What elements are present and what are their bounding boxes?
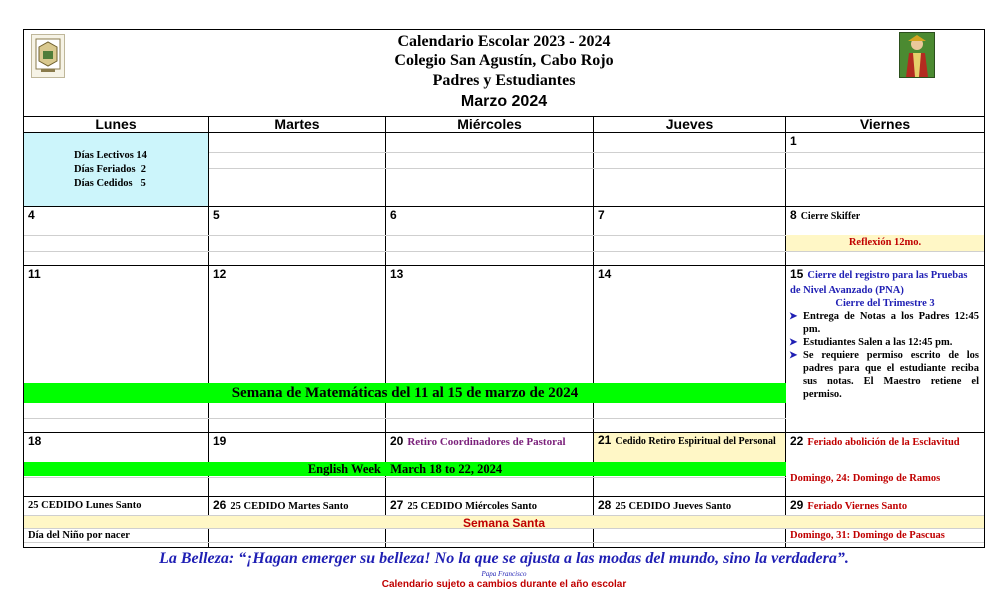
event-pna-deadline: Cierre del registro para las Pruebas de Nivel Avanzado (PNA): [790, 270, 968, 296]
day-number: 14: [598, 267, 612, 281]
day-cell-14: [594, 266, 786, 433]
day-number: 19: [213, 434, 227, 448]
event-cierre-skiffer: Cierre Skiffer: [800, 211, 861, 222]
list-item: ➤ Se requiere permiso escrito de los padres para que el estudiante reciba sus notas. El Maestro retiene el permiso.: [789, 350, 979, 400]
calendar-sheet: [23, 29, 985, 548]
day-number: 8: [790, 208, 797, 222]
day-number: 4: [28, 208, 35, 222]
day-cell-11: [24, 266, 209, 433]
day-cell-4: [24, 207, 209, 266]
day-number: 11: [28, 267, 41, 281]
calendar-header: [24, 30, 984, 117]
sunday-easter: Domingo, 31: Domingo de Pascuas: [790, 530, 945, 541]
day-header-viernes: Viernes: [786, 116, 984, 133]
event-tuesday-holy: 25 CEDIDO Martes Santo: [230, 501, 349, 512]
holy-week-banner: Semana Santa: [24, 515, 984, 529]
day-number: 29: [790, 498, 804, 512]
day-cell-empty: [386, 133, 594, 207]
arrow-bullet-icon: ➤: [789, 337, 798, 348]
day-number: 7: [598, 208, 605, 222]
day-number: 5: [213, 208, 220, 222]
summary-feriados: Días Feriados 2: [74, 164, 147, 175]
math-week-banner: Semana de Matemáticas del 11 al 15 de marzo de 2024: [24, 383, 786, 403]
event-unborn-child-day: Día del Niño por nacer: [28, 530, 130, 541]
day-cell-15: [786, 266, 984, 433]
day-cell-5: [209, 207, 386, 266]
day-cell-7: [594, 207, 786, 266]
day-header-jueves: Jueves: [594, 116, 786, 133]
list-item: ➤ Estudiantes Salen a las 12:45 pm.: [789, 337, 953, 348]
day-header-miercoles: Miércoles: [386, 116, 594, 133]
day-header-martes: Martes: [209, 116, 386, 133]
day-cell-1: [786, 133, 984, 207]
reflection-band: Reflexión 12mo.: [786, 235, 984, 251]
event-wednesday-holy: 25 CEDIDO Miércoles Santo: [407, 501, 537, 512]
footer-disclaimer: Calendario sujeto a cambios durante el año escolar: [381, 579, 627, 590]
arrow-bullet-icon: ➤: [789, 311, 798, 322]
summary-cell: [24, 133, 209, 207]
day-number: 15: [790, 267, 804, 281]
day-cell-empty: [594, 133, 786, 207]
day-number: 21: [598, 433, 612, 447]
day-number: 20: [390, 434, 404, 448]
day-cell-13: [386, 266, 594, 433]
summary-lectivos: Días Lectivos 14: [74, 150, 147, 161]
day-header-lunes: Lunes: [24, 116, 209, 133]
day-number: 12: [213, 267, 227, 281]
trimester-notes-list: [786, 310, 984, 401]
day-number: 26: [213, 498, 227, 512]
english-week-banner: English Week March 18 to 22, 2024: [24, 462, 786, 476]
arrow-bullet-icon: ➤: [789, 350, 798, 361]
event-abolition-holiday: Feriado abolición de la Esclavitud: [807, 437, 960, 448]
event-thursday-holy: 25 CEDIDO Jueves Santo: [615, 501, 732, 512]
event-staff-retreat: Cedido Retiro Espiritual del Personal: [615, 436, 776, 447]
day-cell-22: [786, 433, 984, 497]
month-title: Marzo 2024: [460, 93, 548, 110]
day-number: 28: [598, 498, 612, 512]
event-monday-holy: 25 CEDIDO Lunes Santo: [28, 500, 142, 511]
footer-author: Papa Francisco: [481, 570, 527, 578]
day-number: 22: [790, 434, 804, 448]
summary-cedidos: Días Cedidos 5: [74, 178, 146, 189]
sunday-palm: Domingo, 24: Domingo de Ramos: [790, 473, 941, 484]
day-cell-empty: [209, 133, 386, 207]
day-number: 6: [390, 208, 397, 222]
day-cell-8: [786, 207, 984, 266]
day-number: 18: [28, 434, 42, 448]
audience: Padres y Estudiantes: [432, 72, 576, 89]
event-good-friday: Feriado Viernes Santo: [807, 501, 908, 512]
day-number: 27: [390, 498, 404, 512]
footer-quote: La Belleza: “¡Hagan emerger su belleza! No la que se ajusta a las modas del mundo, sino la verdadera”.: [159, 550, 849, 567]
calendar-title: Calendario Escolar 2023 - 2024: [397, 33, 611, 50]
day-cell-12: [209, 266, 386, 433]
day-cell-6: [386, 207, 594, 266]
school-name: Colegio San Agustín, Cabo Rojo: [394, 52, 614, 69]
list-item: ➤ Entrega de Notas a los Padres 12:45 pm.: [789, 311, 979, 335]
day-number: 13: [390, 267, 404, 281]
event-trimester-close: Cierre del Trimestre 3: [835, 298, 935, 309]
day-number: 1: [790, 134, 797, 148]
event-pastoral-retreat: Retiro Coordinadores de Pastoral: [407, 436, 566, 448]
